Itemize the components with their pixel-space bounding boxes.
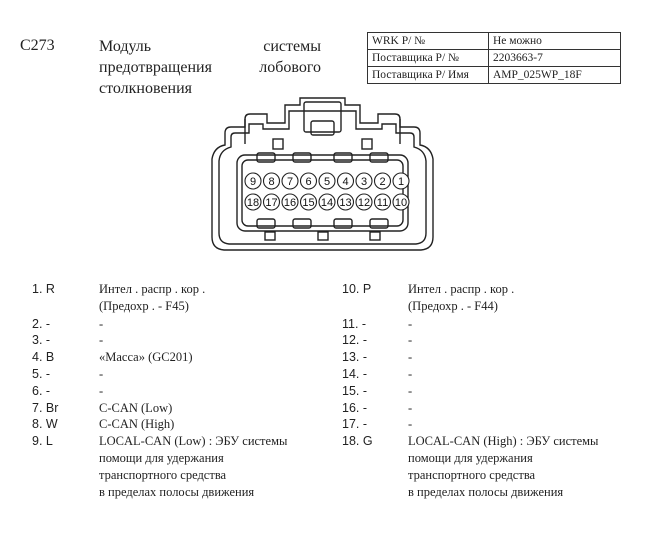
info-key: Поставщика P/ Имя	[368, 67, 489, 84]
pin-description	[99, 433, 287, 500]
pin-label: 6	[305, 176, 312, 188]
info-value: AMP_025WP_18F	[489, 67, 621, 84]
pin-row	[32, 416, 287, 433]
pin-description: -	[408, 383, 413, 398]
pin-label: 8	[268, 176, 275, 188]
pin-description	[408, 281, 514, 315]
pin-number: 3. -	[32, 333, 51, 348]
pin-label: 13	[339, 197, 352, 209]
pin-row	[342, 332, 598, 349]
info-key: Поставщика P/ №	[368, 50, 489, 67]
pin-number: 5. -	[32, 366, 51, 381]
pin-label: 18	[246, 197, 260, 209]
pin-row	[32, 400, 287, 417]
pin-label: 1	[397, 176, 405, 188]
pin-row	[32, 332, 287, 349]
info-value: Не можно	[489, 33, 621, 50]
connector-diagram	[205, 97, 440, 255]
pin-row	[32, 349, 287, 366]
pin-description: «Масса» (GC201)	[99, 350, 193, 365]
connector-title: Модуль системы предотвращения лобового столкновения	[99, 38, 321, 97]
pin-desc-line: (Предохр . - F45)	[99, 298, 189, 313]
pin-label: 16	[283, 197, 297, 209]
pin-row	[342, 416, 598, 433]
pin-row	[342, 383, 598, 400]
pin-number: 18. G	[342, 434, 373, 449]
info-value: 2203663-7	[489, 50, 621, 67]
pin-desc-line: транспортного средства	[408, 467, 536, 482]
pin-row	[32, 383, 287, 400]
info-row	[368, 33, 621, 50]
pin-label: 7	[286, 176, 294, 188]
pin-row	[32, 281, 287, 315]
pin-desc-line: Интел . распр . кор .	[408, 282, 515, 296]
pin-row	[342, 366, 598, 383]
pin-description: -	[408, 333, 413, 348]
pin-row	[342, 349, 598, 366]
pin-label: 9	[249, 176, 257, 188]
pin-number: 13. -	[342, 350, 368, 365]
info-key: WRK P/ №	[368, 33, 489, 50]
pin-description: -	[99, 333, 104, 348]
connector-code: C273	[20, 37, 55, 54]
pin-description: -	[99, 316, 104, 331]
pin-number: 17. -	[342, 417, 368, 432]
pin-description: C-CAN (High)	[99, 417, 175, 432]
pin-desc-line: в пределах полосы движения	[408, 484, 564, 499]
pin-description: -	[99, 383, 104, 398]
pin-row	[342, 281, 598, 315]
pin-row	[32, 316, 287, 333]
pin-desc-line: LOCAL-CAN (Low) : ЭБУ системы	[99, 434, 288, 449]
pin-description: -	[99, 366, 104, 381]
pin-label: 17	[265, 197, 278, 209]
pin-list-right	[342, 281, 598, 500]
pin-label: 14	[320, 197, 334, 209]
pin-number: 7. Br	[32, 400, 59, 415]
pin-number: 16. -	[342, 400, 368, 415]
pin-description	[99, 281, 205, 315]
pin-number: 11. -	[342, 316, 367, 331]
pin-number: 14. -	[342, 366, 368, 381]
pin-description: -	[408, 417, 413, 432]
info-table	[367, 32, 621, 84]
pin-label: 10	[394, 197, 408, 209]
pin-row	[32, 433, 287, 500]
pin-label: 3	[360, 176, 368, 188]
pin-label: 12	[357, 197, 371, 209]
pin-number: 4. B	[32, 350, 55, 365]
pin-label: 11	[376, 197, 389, 209]
pin-row	[342, 433, 598, 500]
pin-description: -	[408, 400, 413, 415]
pin-desc-line: LOCAL-CAN (High) : ЭБУ системы	[408, 434, 599, 449]
pin-row	[342, 400, 598, 417]
pin-desc-line: (Предохр . - F44)	[408, 298, 498, 313]
pin-label: 2	[379, 176, 386, 188]
pin-description: C-CAN (Low)	[99, 400, 173, 415]
pin-number: 8. W	[32, 417, 58, 432]
pin-desc-line: в пределах полосы движения	[99, 484, 255, 499]
pin-desc-line: помощи для удержания	[99, 450, 224, 465]
pin-list-left	[32, 281, 287, 500]
pin-description: -	[408, 366, 413, 381]
pin-label: 15	[302, 197, 315, 209]
pin-label: 4	[342, 176, 349, 188]
pin-description: -	[408, 316, 413, 331]
pin-number: 1. R	[32, 282, 55, 296]
pin-description: -	[408, 350, 413, 365]
pin-number: 9. L	[32, 434, 53, 449]
pin-row	[342, 316, 598, 333]
pin-number: 6. -	[32, 383, 51, 398]
connector-pins	[245, 173, 409, 210]
pin-number: 12. -	[342, 333, 368, 348]
pin-number: 2. -	[32, 316, 51, 331]
pin-number: 10. P	[342, 282, 372, 296]
pin-number: 15. -	[342, 383, 368, 398]
info-row	[368, 67, 621, 84]
pin-description	[408, 433, 598, 500]
pin-desc-line: транспортного средства	[99, 467, 227, 482]
info-row	[368, 50, 621, 67]
pin-desc-line: помощи для удержания	[408, 450, 533, 465]
pin-label: 5	[323, 176, 331, 188]
pin-row	[32, 366, 287, 383]
pin-desc-line: Интел . распр . кор .	[99, 282, 206, 296]
